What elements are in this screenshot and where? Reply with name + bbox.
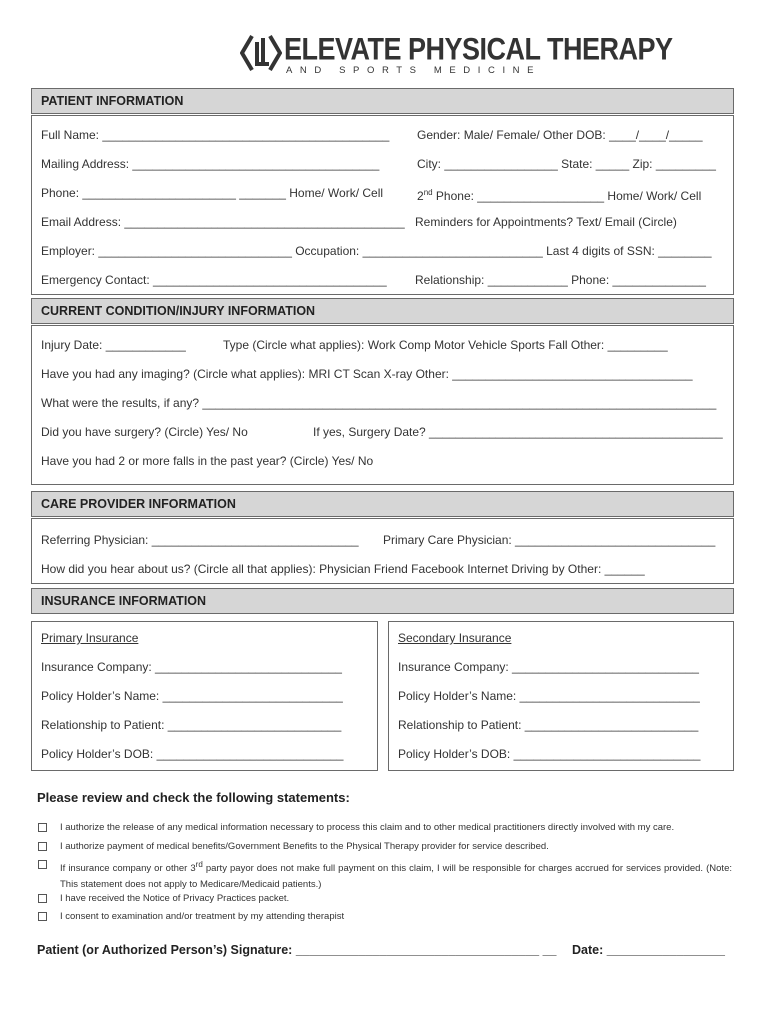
falls-field[interactable]: Have you had 2 or more falls in the past year? (Circle) Yes/ No (41, 454, 374, 468)
referring-physician-field[interactable]: Referring Physician: _______________________________ (41, 533, 359, 547)
patient-info-header: PATIENT INFORMATION (31, 88, 734, 114)
gender-dob-field[interactable]: Gender: Male/ Female/ Other DOB: ____/____/_____ (417, 128, 703, 142)
secondary-insurance-title: Secondary Insurance (398, 631, 512, 645)
primary-holder-name-field[interactable]: Policy Holder’s Name: ___________________________ (41, 689, 343, 703)
statement-checkbox-2[interactable] (38, 842, 47, 851)
second-phone-field[interactable]: 2nd Phone: ___________________ Home/ Work/ Cell (417, 188, 702, 203)
referral-source-field[interactable]: How did you hear about us? (Circle all that applies): Physician Friend Facebook Internet Driving by Other: ______ (41, 562, 645, 576)
secondary-holder-name-field[interactable]: Policy Holder’s Name: ___________________________ (398, 689, 700, 703)
city-state-zip-field[interactable]: City: _________________ State: _____ Zip: _________ (417, 157, 716, 171)
statement-text-4: I have received the Notice of Privacy Practices packet. (60, 893, 290, 904)
statement-text-2: I authorize payment of medical benefits/Government Benefits to the Physical Therapy provider for service described. (60, 841, 549, 852)
statement-checkbox-1[interactable] (38, 823, 47, 832)
phone-field[interactable]: Phone: _______________________ _______ Home/ Work/ Cell (41, 186, 384, 200)
provider-box (31, 518, 734, 584)
statement-checkbox-4[interactable] (38, 894, 47, 903)
statement-text-5: I consent to examination and/or treatment by my attending therapist (60, 911, 345, 922)
primary-insurance-title: Primary Insurance (41, 631, 139, 645)
statements-title: Please review and check the following statements: (37, 790, 350, 805)
statement-text-1: I authorize the release of any medical information necessary to process this claim and to other medical practitioners directly involved with my care. (60, 822, 675, 833)
injury-date-field[interactable]: Injury Date: ____________ (41, 338, 186, 352)
insurance-header: INSURANCE INFORMATION (31, 588, 734, 614)
signature-date-field[interactable]: Date: _________________ (572, 943, 725, 957)
secondary-relationship-field[interactable]: Relationship to Patient: __________________________ (398, 718, 699, 732)
reminders-field[interactable]: Reminders for Appointments? Text/ Email (Circle) (415, 215, 677, 229)
primary-relationship-field[interactable]: Relationship to Patient: __________________________ (41, 718, 342, 732)
surgery-date-field[interactable]: If yes, Surgery Date? ____________________________________________ (313, 425, 723, 439)
primary-insurance-company-field[interactable]: Insurance Company: ____________________________ (41, 660, 342, 674)
email-field[interactable]: Email Address: __________________________________________ (41, 215, 405, 229)
provider-header: CARE PROVIDER INFORMATION (31, 491, 734, 517)
imaging-results-field[interactable]: What were the results, if any? _____________________________________________________________________________ (41, 396, 717, 410)
signature-field[interactable]: Patient (or Authorized Person’s) Signature: ___________________________________ __ (37, 943, 557, 957)
logo-wordmark: ELEVATE PHYSICAL THERAPY (284, 32, 673, 67)
primary-care-physician-field[interactable]: Primary Care Physician: ______________________________ (383, 533, 716, 547)
emergency-contact-field[interactable]: Emergency Contact: ___________________________________ (41, 273, 387, 287)
condition-header: CURRENT CONDITION/INJURY INFORMATION (31, 298, 734, 324)
condition-box (31, 325, 734, 485)
logo (240, 32, 673, 80)
secondary-insurance-company-field[interactable]: Insurance Company: ____________________________ (398, 660, 699, 674)
emergency-relationship-field[interactable]: Relationship: ____________ Phone: ______________ (415, 273, 706, 287)
logo-subtitle: AND SPORTS MEDICINE (286, 65, 542, 76)
full-name-field[interactable]: Full Name: ___________________________________________ (41, 128, 390, 142)
secondary-insurance-box (388, 621, 734, 771)
elevate-logo-mark-icon (240, 34, 282, 72)
statement-checkbox-5[interactable] (38, 912, 47, 921)
mailing-address-field[interactable]: Mailing Address: _____________________________________ (41, 157, 380, 171)
injury-type-field[interactable]: Type (Circle what applies): Work Comp Motor Vehicle Sports Fall Other: _________ (223, 338, 668, 352)
employer-occupation-ssn-field[interactable]: Employer: _____________________________ Occupation: ___________________________ Last 4 digits of SSN: ________ (41, 244, 712, 258)
secondary-holder-dob-field[interactable]: Policy Holder’s DOB: ____________________________ (398, 747, 701, 761)
patient-info-box (31, 115, 734, 295)
imaging-field[interactable]: Have you had any imaging? (Circle what applies): MRI CT Scan X-ray Other: ____________________________________ (41, 367, 693, 381)
primary-insurance-box (31, 621, 378, 771)
surgery-field[interactable]: Did you have surgery? (Circle) Yes/ No (41, 425, 248, 439)
statement-checkbox-3[interactable] (38, 860, 47, 869)
primary-holder-dob-field[interactable]: Policy Holder’s DOB: ____________________________ (41, 747, 344, 761)
statement-text-3: If insurance company or other 3rd party payor does not make full payment on this claim, I will be responsible for charges accrued for services provided. (Note: This statement does not apply to Medicare/Medicaid patients.) (60, 860, 732, 891)
